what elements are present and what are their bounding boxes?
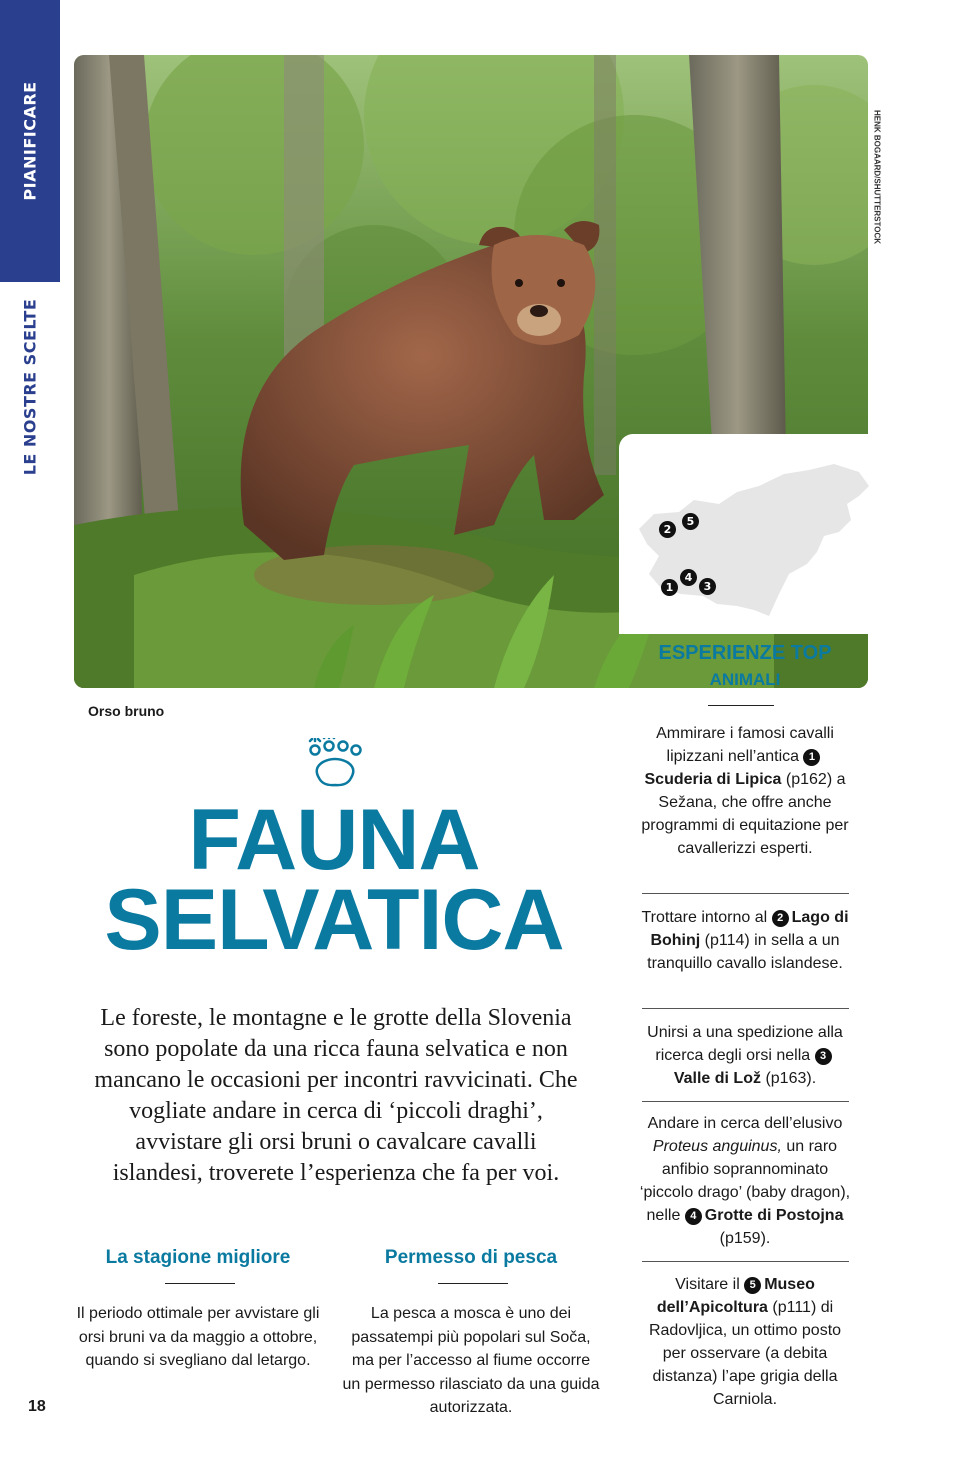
experience-2-place[interactable]: Lago di Bohinj [650,909,849,949]
experience-item-4 [638,1112,852,1250]
experience-4-post: (p159). [719,1230,771,1247]
page-number: 18 [28,1398,46,1415]
experience-4-marker: 4 [685,1208,702,1225]
experience-divider-1 [642,893,849,894]
experience-3-pre: Unirsi a una spedizione alla ricerca degli orsi nella [647,1024,843,1064]
photo-credit-text: HENK BOGAARD/SHUTTERSTOCK [872,109,882,245]
best-season-text: Il periodo ottimale per avvistare gli orsi bruni va da maggio a ottobre, quando si svegliano dal letargo. [76,1305,320,1369]
experience-4-pre: Andare in cerca dell’elusivo [647,1115,843,1132]
experience-1-place[interactable]: Scuderia di Lipica [644,771,782,788]
slovenia-map-shape [619,434,869,634]
tab-le-nostre-scelte[interactable] [0,282,60,492]
map-marker-2: 2 [659,521,676,538]
page-title-line-1: FAUNA [188,792,480,888]
best-season-rule [165,1283,235,1284]
slovenia-map [619,434,869,634]
experience-divider-2 [642,1008,849,1009]
best-season-heading: La stagione migliore [105,1247,291,1268]
experience-3-post: (p163). [765,1070,817,1087]
experience-item-1 [638,722,852,860]
fishing-permit-text: La pesca a mosca è uno dei passatempi più popolari sul Soča, ma per l’accesso al fiume occorre un permesso rilasciato da una guida autorizzata. [342,1305,600,1416]
experience-3-place[interactable]: Valle di Lož [673,1070,761,1087]
page-title [74,792,594,968]
map-marker-1: 1 [661,579,678,596]
experience-5-marker: 5 [744,1277,761,1294]
experience-4-mid: un raro anfibio soprannominato ‘piccolo drago’ (baby dragon), nelle [639,1138,851,1224]
experience-3-marker: 3 [815,1048,832,1065]
map-marker-3: 3 [699,578,716,595]
sidebar-heading: ESPERIENZE TOP [658,642,832,664]
sidebar-heading-rule [708,705,774,706]
experience-item-3 [638,1021,852,1090]
map-marker-5: 5 [682,513,699,530]
experience-2-post: (p114) in sella a un tranquillo cavallo islandese. [647,932,843,972]
experience-5-post: (p111) di Radovljica, un ottimo posto per osservare (a debita distanza) l’ape grigia della Carniola. [648,1299,842,1408]
photo-credit [870,92,884,262]
experience-1-pre: Ammirare i famosi cavalli lipizzani nell’antica [656,725,834,765]
experience-2-pre: Trottare intorno al [641,909,768,926]
tab-pianificare[interactable] [0,0,60,282]
experience-2-marker: 2 [772,910,789,927]
tab-le-nostre-scelte-label: LE NOSTRE SCELTE [20,298,40,476]
experience-5-pre: Visitare il [675,1276,740,1293]
experience-item-5 [638,1273,852,1411]
page-title-line-2: SELVATICA [104,872,564,968]
map-marker-4: 4 [680,569,697,586]
experience-divider-3 [642,1101,849,1102]
experience-1-post: (p162) a Sežana, che offre anche programmi di equitazione per cavallerizzi esperti. [641,771,849,857]
fishing-permit-heading: Permesso di pesca [384,1247,558,1268]
experience-1-marker: 1 [803,749,820,766]
fishing-permit-rule [438,1283,508,1284]
experience-divider-4 [642,1261,849,1262]
paw-print-icon [305,738,365,790]
experience-item-2 [638,906,852,975]
experience-4-species: Proteus anguinus, [652,1138,782,1155]
photo-caption: Orso bruno [88,703,165,719]
experience-5-place[interactable]: Museo dell’Apicoltura [656,1276,815,1316]
experience-4-place[interactable]: Grotte di Postojna [704,1207,844,1224]
intro-paragraph: Le foreste, le montagne e le grotte della Slovenia sono popolate da una ricca fauna selvatica e non mancano le occasioni per incontri ravvicinati. Che vogliate andare in cerca di ‘piccoli draghi’, avvistare gli orsi bruni o cavalcare cavalli islandesi, troverete l’esperienza che fa per voi. [94,1005,578,1186]
sidebar-subheading: ANIMALI [709,670,781,689]
tab-pianificare-label: PIANIFICARE [20,81,40,201]
